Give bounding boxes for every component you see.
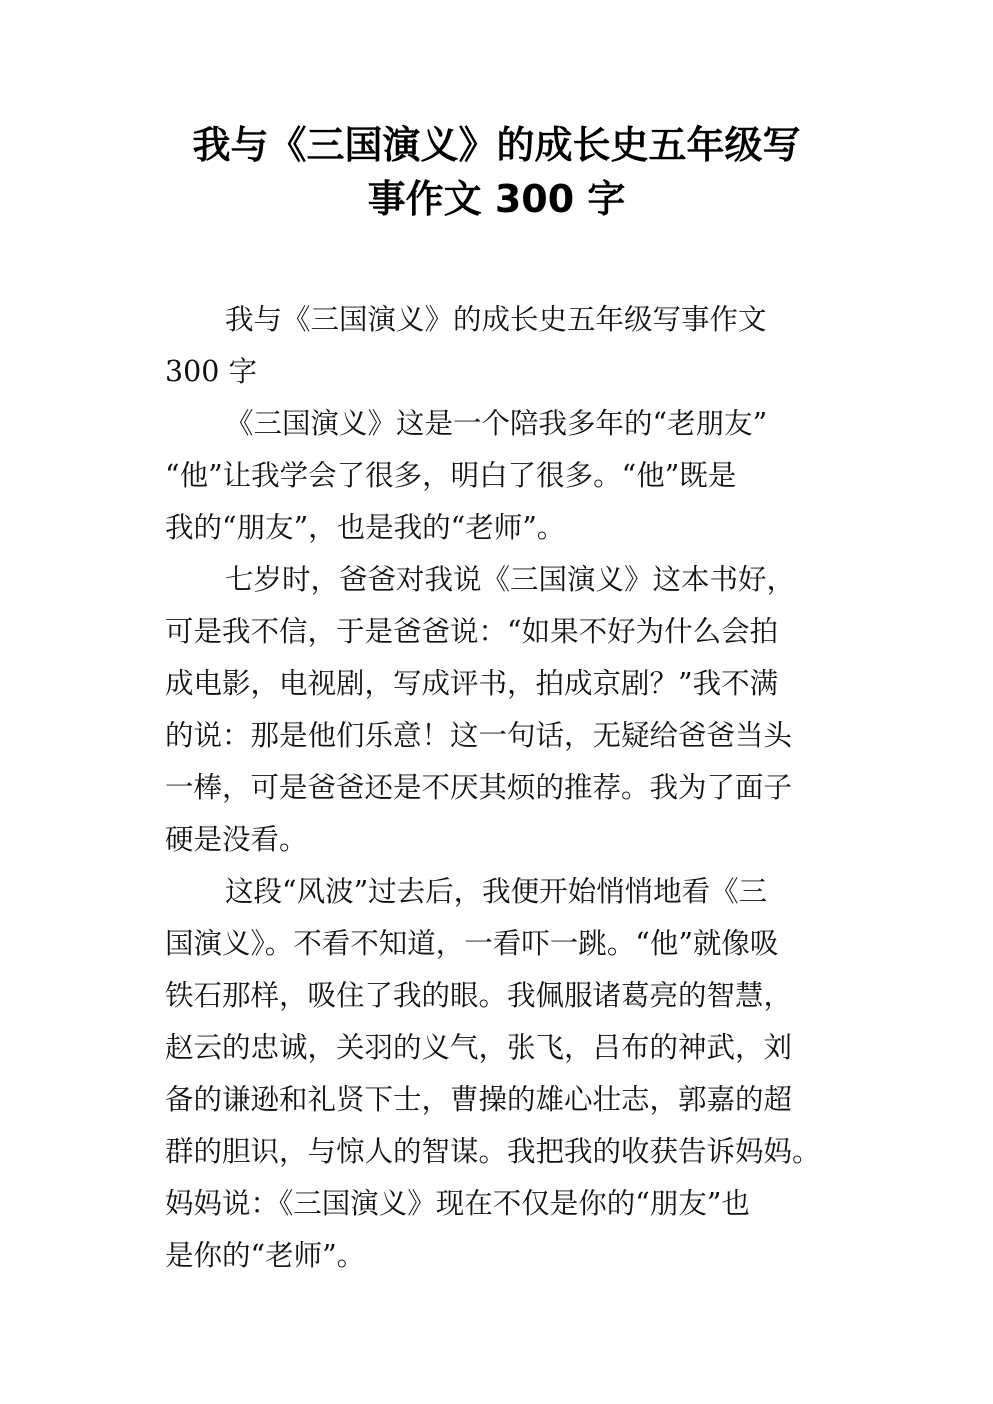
- document-title: [120, 118, 873, 226]
- text-line: 可是我不信，于是爸爸说：“如果不好为什么会拍: [165, 615, 779, 648]
- text-line: “他”让我学会了很多，明白了很多。“他”既是: [165, 459, 737, 492]
- text-line: 的说：那是他们乐意！这一句话，无疑给爸爸当头: [165, 719, 793, 752]
- text-line: 国演义》。不看不知道，一看吓一跳。“他”就像吸: [165, 927, 779, 960]
- text-line: 赵云的忠诚，关羽的义气，张飞，吕布的神武，刘: [165, 1031, 793, 1064]
- text-line: 妈妈说：《三国演义》现在不仅是你的“朋友”也: [165, 1187, 750, 1220]
- paragraph-intro: [165, 398, 830, 554]
- text-line: 硬是没看。: [165, 823, 308, 856]
- text-line: 我与《三国演义》的成长史五年级写事作文: [225, 303, 767, 336]
- text-line: 《三国演义》这是一个陪我多年的“老朋友”: [225, 407, 768, 440]
- text-line: 一棒，可是爸爸还是不厌其烦的推荐。我为了面子: [165, 771, 793, 804]
- text-line: 这段“风波”过去后，我便开始悄悄地看《三: [225, 875, 768, 908]
- text-line: 铁石那样，吸住了我的眼。我佩服诸葛亮的智慧，: [165, 979, 793, 1012]
- text-line: 群的胆识，与惊人的智谋。我把我的收获告诉妈妈。: [165, 1135, 821, 1168]
- paragraph-reading: [165, 866, 830, 1282]
- title-line: 我与《三国演义》的成长史五年级写: [192, 123, 801, 167]
- paragraph-age-seven: [165, 554, 830, 866]
- text-line: 300 字: [165, 355, 257, 388]
- paragraph-heading-repeat: [165, 294, 830, 398]
- title-line: 事作文 300 字: [367, 177, 626, 221]
- text-line: 备的谦逊和礼贤下士，曹操的雄心壮志，郭嘉的超: [165, 1083, 793, 1116]
- text-line: 成电影，电视剧，写成评书，拍成京剧？”我不满: [165, 667, 779, 700]
- text-line: 是你的“老师”。: [165, 1239, 366, 1272]
- text-line: 七岁时，爸爸对我说《三国演义》这本书好，: [225, 563, 796, 596]
- text-line: 我的“朋友”，也是我的“老师”。: [165, 511, 566, 544]
- document-body: [165, 294, 830, 1282]
